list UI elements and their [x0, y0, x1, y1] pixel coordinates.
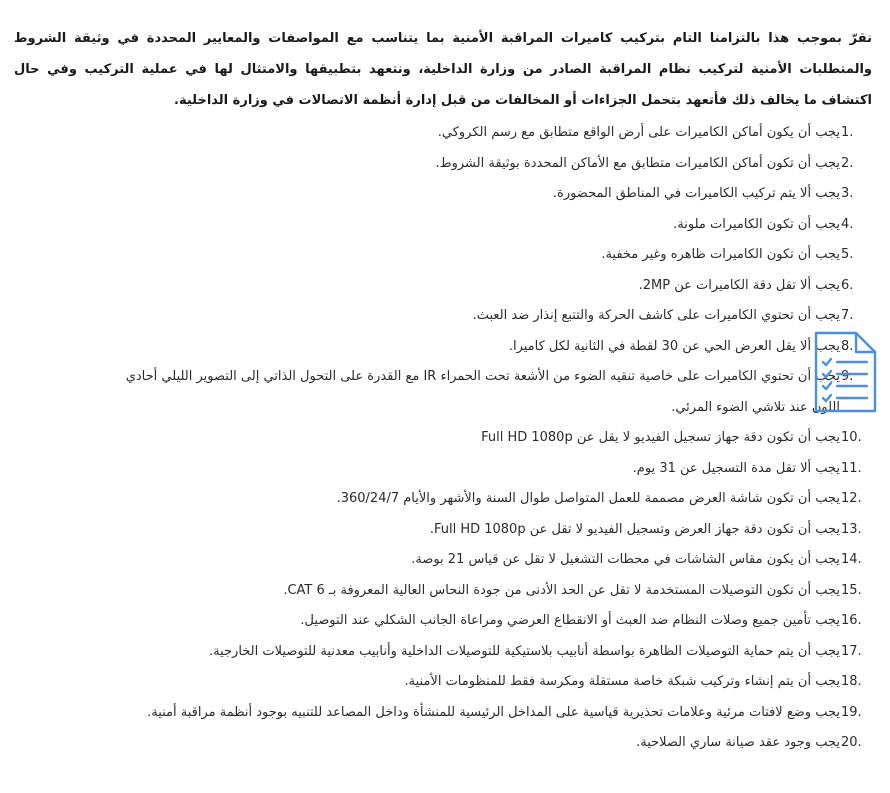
item-text: يجب ألا يتم تركيب الكاميرات في المناطق المحضورة.: [552, 186, 840, 201]
item-number: 7.: [841, 308, 854, 323]
list-item: [100, 667, 865, 698]
list-item: [100, 606, 865, 637]
item-text: يجب أن تكون دقة جهاز العرض وتسجيل الفيديو لا تقل عن Full HD 1080p.: [429, 521, 840, 537]
list-item: [100, 515, 865, 546]
item-number: 11.: [841, 460, 862, 476]
item-number: 14.: [841, 552, 862, 567]
item-number: 1.: [841, 125, 854, 140]
item-text: يجب أن يتم إنشاء وتركيب شبكة خاصة مستقلة ومكرسة فقط للمنظومات الأمنية.: [404, 674, 840, 689]
item-number: 4.: [841, 216, 854, 232]
item-number: 10.: [841, 430, 862, 445]
item-number: 9.: [841, 369, 854, 384]
document-checklist-icon: [812, 330, 878, 414]
list-item: [100, 637, 865, 668]
list-item: [100, 179, 865, 210]
item-text: يجب أن يتم حماية التوصيلات الظاهرة بواسطة أنابيب بلاستيكية للتوصيلات الداخلية وأنابيب معدنية للتوصيلات الخارجية.: [208, 643, 840, 659]
item-number: 20.: [841, 735, 862, 750]
item-text: يجب وضع لافتات مرئية وعلامات تحذيرية قياسية على المداخل الرئيسية للمنشأة وداخل المصاعد للتنبيه بوجود أنظمة مراقبة أمنية.: [147, 704, 840, 720]
item-number: 15.: [841, 582, 862, 598]
list-item: [100, 149, 865, 180]
list-item: [100, 454, 865, 485]
item-text: يجب تأمين جميع وصلات النظام ضد العبث أو الانقطاع العرضي ومراعاة الجانب الشكلي عند التوصيل.: [300, 613, 840, 628]
list-item: [100, 271, 865, 302]
item-number: 13.: [841, 521, 862, 537]
list-item: [100, 332, 865, 363]
item-text: يجب أن تحتوي الكاميرات على كاشف الحركة والتتبع إنذار ضد العبث.: [472, 308, 840, 323]
item-text: يجب ألا يقل العرض الحي عن 30 لقطة في الثانية لكل كاميرا.: [508, 338, 840, 354]
item-number: 19.: [841, 704, 862, 720]
item-text: يجب أن تكون الكاميرات ظاهره وغير مخفية.: [601, 247, 840, 262]
item-number: 2.: [841, 155, 854, 171]
item-number: 8.: [841, 338, 854, 354]
item-text: يجب أن تكون التوصيلات المستخدمة لا تقل عن الحد الأدنى من جودة النحاس العالية المعروفة بـ CAT 6.: [283, 582, 840, 598]
item-number: 18.: [841, 674, 862, 689]
item-text: يجب أن تكون الكاميرات ملونة.: [673, 216, 840, 232]
item-number: 5.: [841, 247, 854, 262]
list-item: [100, 240, 865, 271]
list-item: [100, 484, 865, 515]
item-number: 3.: [841, 186, 854, 201]
item-number: 17.: [841, 643, 862, 659]
item-text: يجب ألا تقل دقة الكاميرات عن 2MP.: [638, 277, 840, 293]
item-text: يجب ألا تقل مدة التسجيل عن 31 يوم.: [632, 460, 840, 476]
item-text: يجب أن يكون مقاس الشاشات في محطات التشغيل لا تقل عن قياس 21 بوصة.: [411, 552, 840, 567]
item-text: يجب أن تكون أماكن الكاميرات متطابق مع الأماكن المحددة بوثيقة الشروط.: [435, 155, 840, 171]
list-item: [100, 728, 865, 759]
item-number: 12.: [841, 491, 862, 506]
list-item: [100, 362, 865, 423]
list-item: [100, 698, 865, 729]
item-text: يجب أن يكون أماكن الكاميرات على أرض الواقع متطابق مع رسم الكروكي.: [437, 125, 840, 140]
item-text: يجب أن تكون دقة جهاز تسجيل الفيديو لا يقل عن Full HD 1080p: [481, 430, 840, 445]
list-item: [100, 210, 865, 241]
item-text: يجب أن تكون شاشة العرض مصممة للعمل المتواصل طوال السنة والأشهر والأيام 360/24/7.: [336, 491, 840, 506]
list-item: [100, 423, 865, 454]
item-text: يجب أن تحتوي الكاميرات على خاصية تنقيه الضوء من الأشعة تحت الحمراء IR مع القدرة على التحول الذاتي إلى التصوير الليلي أحادي اللون عند تلاشي الضوء المرئي.: [125, 369, 840, 415]
list-item: [100, 118, 865, 149]
item-number: 16.: [841, 613, 862, 628]
list-item: [100, 301, 865, 332]
intro-paragraph: نقرّ بموجب هذا بالتزامنا التام بتركيب كاميرات المراقبة الأمنية بما يتناسب مع المواصفات والمعايير المحددة في وثيقة الشروط والمتطلبات الأمنية لتركيب نظام المراقبة الصادر من وزارة الداخلية، ونتعهد بتطبيقها والامتثال لها في عملية التركيب وفي حال اكتشاف ما يخالف ذلك فأتعهد بتحمل الجزاءات أو المخالفات من قبل إدارة أنظمة الاتصالات في وزارة الداخلية.: [14, 31, 872, 108]
list-item: [100, 545, 865, 576]
list-item: [100, 576, 865, 607]
conditions-list: [100, 118, 865, 759]
item-number: 6.: [841, 277, 854, 293]
item-text: يجب وجود عقد صيانة ساري الصلاحية.: [636, 735, 840, 750]
